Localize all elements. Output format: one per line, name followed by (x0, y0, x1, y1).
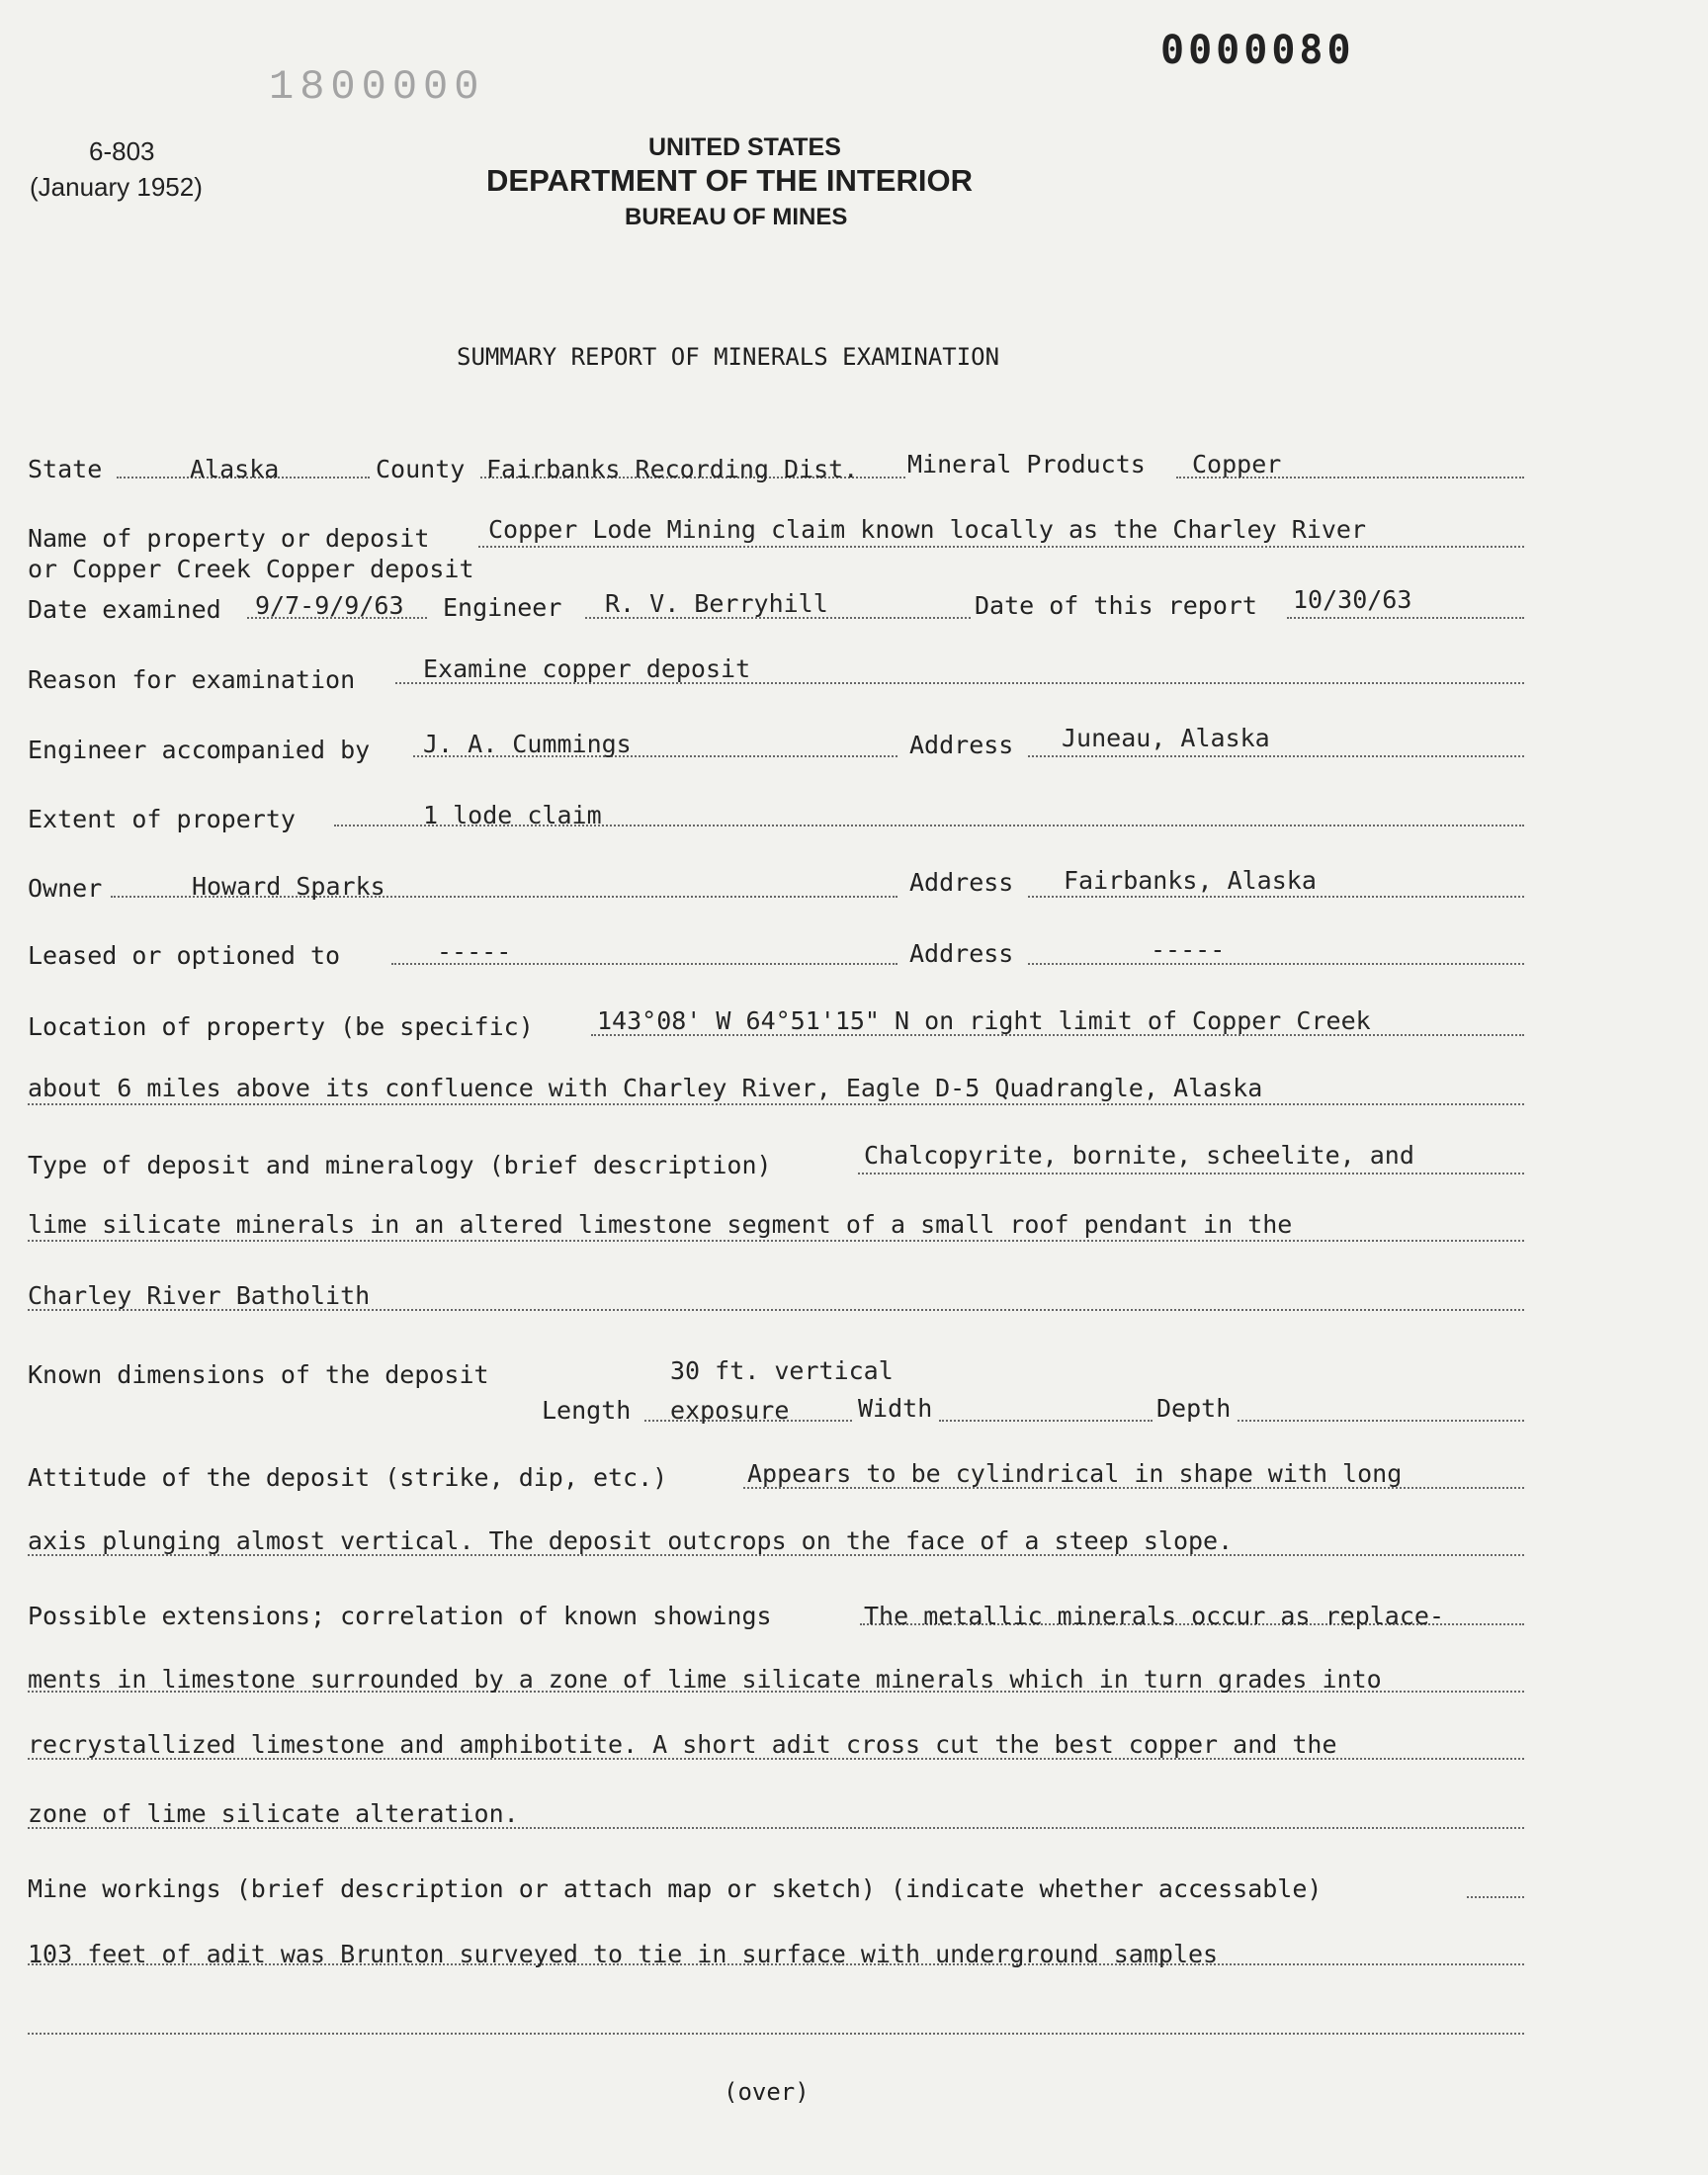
deposit-type-value-2: lime silicate minerals in an altered limestone segment of a small roof pendant in the (28, 1210, 1293, 1239)
extensions-value-3: recrystallized limestone and amphibotite. A short adit cross cut the best copper and the (28, 1730, 1337, 1759)
owner-address-value: Fairbanks, Alaska (1064, 866, 1317, 895)
field-rule (1467, 1896, 1524, 1898)
field-rule (1028, 755, 1524, 757)
accompanied-label: Engineer accompanied by (28, 736, 371, 764)
field-rule (1238, 1420, 1524, 1422)
deposit-type-value-1: Chalcopyrite, bornite, scheelite, and (864, 1141, 1414, 1170)
dimensions-note: 30 ft. vertical (670, 1356, 894, 1385)
extent-value: 1 lode claim (423, 801, 602, 829)
extent-label: Extent of property (28, 805, 296, 833)
attitude-value-2: axis plunging almost vertical. The deposit outcrops on the face of a steep slope. (28, 1526, 1234, 1555)
extensions-value-2: ments in limestone surrounded by a zone of lime silicate minerals which in turn grades into (28, 1665, 1382, 1694)
property-name-label: Name of property or deposit (28, 524, 430, 553)
form-number: 6-803 (89, 136, 155, 166)
document-number: 0000080 (1160, 28, 1355, 73)
header-united-states: UNITED STATES (648, 133, 841, 161)
leased-address-value: ----- (1151, 935, 1226, 964)
over-note: (over) (724, 2078, 810, 2106)
location-value-1: 143°08' W 64°51'15" N on right limit of Copper Creek (597, 1006, 1371, 1035)
owner-value: Howard Sparks (192, 872, 385, 901)
length-label: Length (542, 1396, 632, 1425)
report-date-value: 10/30/63 (1293, 585, 1412, 614)
county-label: County (376, 455, 466, 483)
extensions-value-4: zone of lime silicate alteration. (28, 1799, 519, 1828)
state-value: Alaska (190, 455, 280, 483)
field-rule (28, 2033, 1524, 2035)
date-examined-value: 9/7-9/9/63 (255, 591, 404, 620)
workings-value-1: 103 feet of adit was Brunton surveyed to tie in surface with underground samples (28, 1940, 1219, 1968)
state-label: State (28, 455, 103, 483)
deposit-type-label: Type of deposit and mineralogy (brief description) (28, 1151, 772, 1179)
field-rule (939, 1420, 1153, 1422)
width-label: Width (858, 1394, 933, 1423)
header-department: DEPARTMENT OF THE INTERIOR (486, 163, 973, 198)
owner-address-label: Address (909, 868, 1014, 897)
property-name-value-1: Copper Lode Mining claim known locally as the Charley River (488, 515, 1367, 544)
depth-label: Depth (1156, 1394, 1232, 1423)
attitude-label: Attitude of the deposit (strike, dip, etc.) (28, 1463, 668, 1492)
mineral-products-label: Mineral Products (907, 450, 1146, 478)
leased-address-label: Address (909, 939, 1014, 968)
attitude-value-1: Appears to be cylindrical in shape with long (747, 1459, 1403, 1488)
extensions-value-1: The metallic minerals occur as replace- (864, 1602, 1444, 1630)
reason-value: Examine copper deposit (423, 654, 751, 683)
field-rule (28, 1103, 1524, 1105)
field-rule (1028, 963, 1524, 965)
accompanied-address-value: Juneau, Alaska (1062, 724, 1270, 752)
extensions-label: Possible extensions; correlation of known showings (28, 1602, 772, 1630)
mineral-products-value: Copper (1192, 450, 1282, 478)
workings-label: Mine workings (brief description or attach map or sketch) (indicate whether accessable) (28, 1874, 1323, 1903)
engineer-value: R. V. Berryhill (605, 589, 828, 618)
field-rule (1028, 896, 1524, 898)
date-examined-label: Date examined (28, 595, 221, 624)
field-rule (858, 1173, 1524, 1174)
report-title: SUMMARY REPORT OF MINERALS EXAMINATION (457, 343, 1000, 371)
location-label: Location of property (be specific) (28, 1012, 534, 1041)
dimensions-label: Known dimensions of the deposit (28, 1360, 489, 1389)
property-name-value-2: or Copper Creek Copper deposit (28, 555, 474, 583)
field-rule (478, 546, 1524, 548)
field-rule (1287, 617, 1524, 619)
location-value-2: about 6 miles above its confluence with Charley River, Eagle D-5 Quadrangle, Alaska (28, 1074, 1263, 1102)
leased-label: Leased or optioned to (28, 941, 341, 970)
stamp-number: 1800000 (269, 63, 485, 111)
header-bureau: BUREAU OF MINES (625, 204, 848, 230)
engineer-label: Engineer (443, 593, 562, 622)
owner-label: Owner (28, 874, 103, 903)
county-value: Fairbanks Recording Dist. (486, 455, 859, 483)
length-value: exposure (670, 1396, 790, 1425)
form-date: (January 1952) (30, 172, 203, 202)
accompanied-address-label: Address (909, 731, 1014, 759)
report-date-label: Date of this report (975, 591, 1257, 620)
reason-label: Reason for examination (28, 665, 356, 694)
deposit-type-value-3: Charley River Batholith (28, 1281, 371, 1310)
accompanied-value: J. A. Cummings (423, 730, 632, 758)
leased-value: ----- (437, 937, 512, 966)
field-rule (28, 1240, 1524, 1242)
